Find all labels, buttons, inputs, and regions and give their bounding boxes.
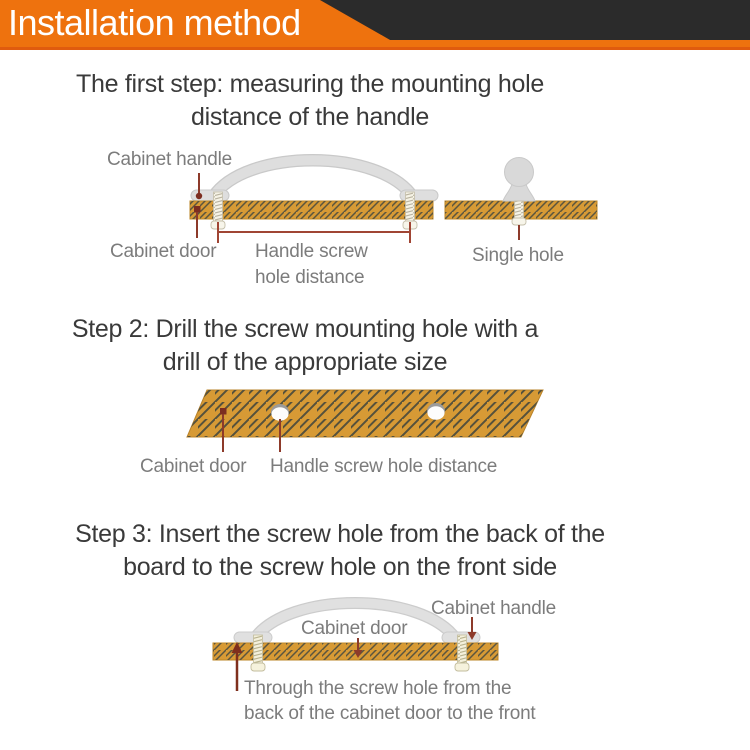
- step2-title-line1: Step 2: Drill the screw mounting hole with a: [71, 315, 539, 343]
- handle-screw-right: [455, 635, 469, 671]
- step1-label-screw-distance-line2: hole distance: [255, 267, 365, 288]
- step2-diagram: [130, 385, 610, 460]
- step3-label-cabinet-handle: Cabinet handle: [431, 598, 557, 619]
- step3-title: [40, 518, 640, 584]
- cabinet-handle-pointer: [196, 173, 202, 199]
- header-banner: [0, 0, 750, 50]
- step1-label-screw-distance: [255, 239, 368, 291]
- step2-title: [15, 313, 595, 379]
- cabinet-door-pointer: [194, 206, 201, 238]
- drilled-hole-left: [271, 404, 289, 421]
- step1-label-single-hole: Single hole: [472, 245, 564, 266]
- page-title: Installation method: [8, 2, 301, 43]
- step2-label-screw-distance: Handle screw hole distance: [270, 456, 498, 477]
- step3-label-through: [244, 676, 536, 726]
- drilled-hole-right: [427, 403, 445, 420]
- step1-label-cabinet-door: Cabinet door: [110, 241, 217, 262]
- cabinet-door-board-angled: [187, 390, 543, 437]
- step1-title-line1: The first step: measuring the mounting hole: [76, 70, 544, 98]
- header-dark-ribbon: [320, 0, 750, 40]
- step1-label-screw-distance-line1: Handle screw: [255, 241, 368, 262]
- step3-label-through-line1: Through the screw hole from the: [244, 678, 512, 699]
- single-hole-knob-graphic: [503, 158, 535, 241]
- step1-label-cabinet-handle: Cabinet handle: [107, 149, 233, 170]
- step1-title-line2: distance of the handle: [190, 103, 430, 131]
- step2-title-line2: drill of the appropriate size: [162, 348, 448, 376]
- step1-title: [20, 68, 600, 134]
- cabinet-door-board: [190, 201, 597, 219]
- handle-screw-left: [251, 635, 265, 671]
- step3-label-cabinet-door: Cabinet door: [301, 618, 408, 639]
- step3-title-line1: Step 3: Insert the screw hole from the back of the: [75, 520, 605, 548]
- step3-title-line2: board to the screw hole on the front side: [123, 553, 557, 581]
- step3-label-through-line2: back of the cabinet door to the front: [244, 703, 536, 724]
- step2-label-cabinet-door: Cabinet door: [140, 456, 247, 477]
